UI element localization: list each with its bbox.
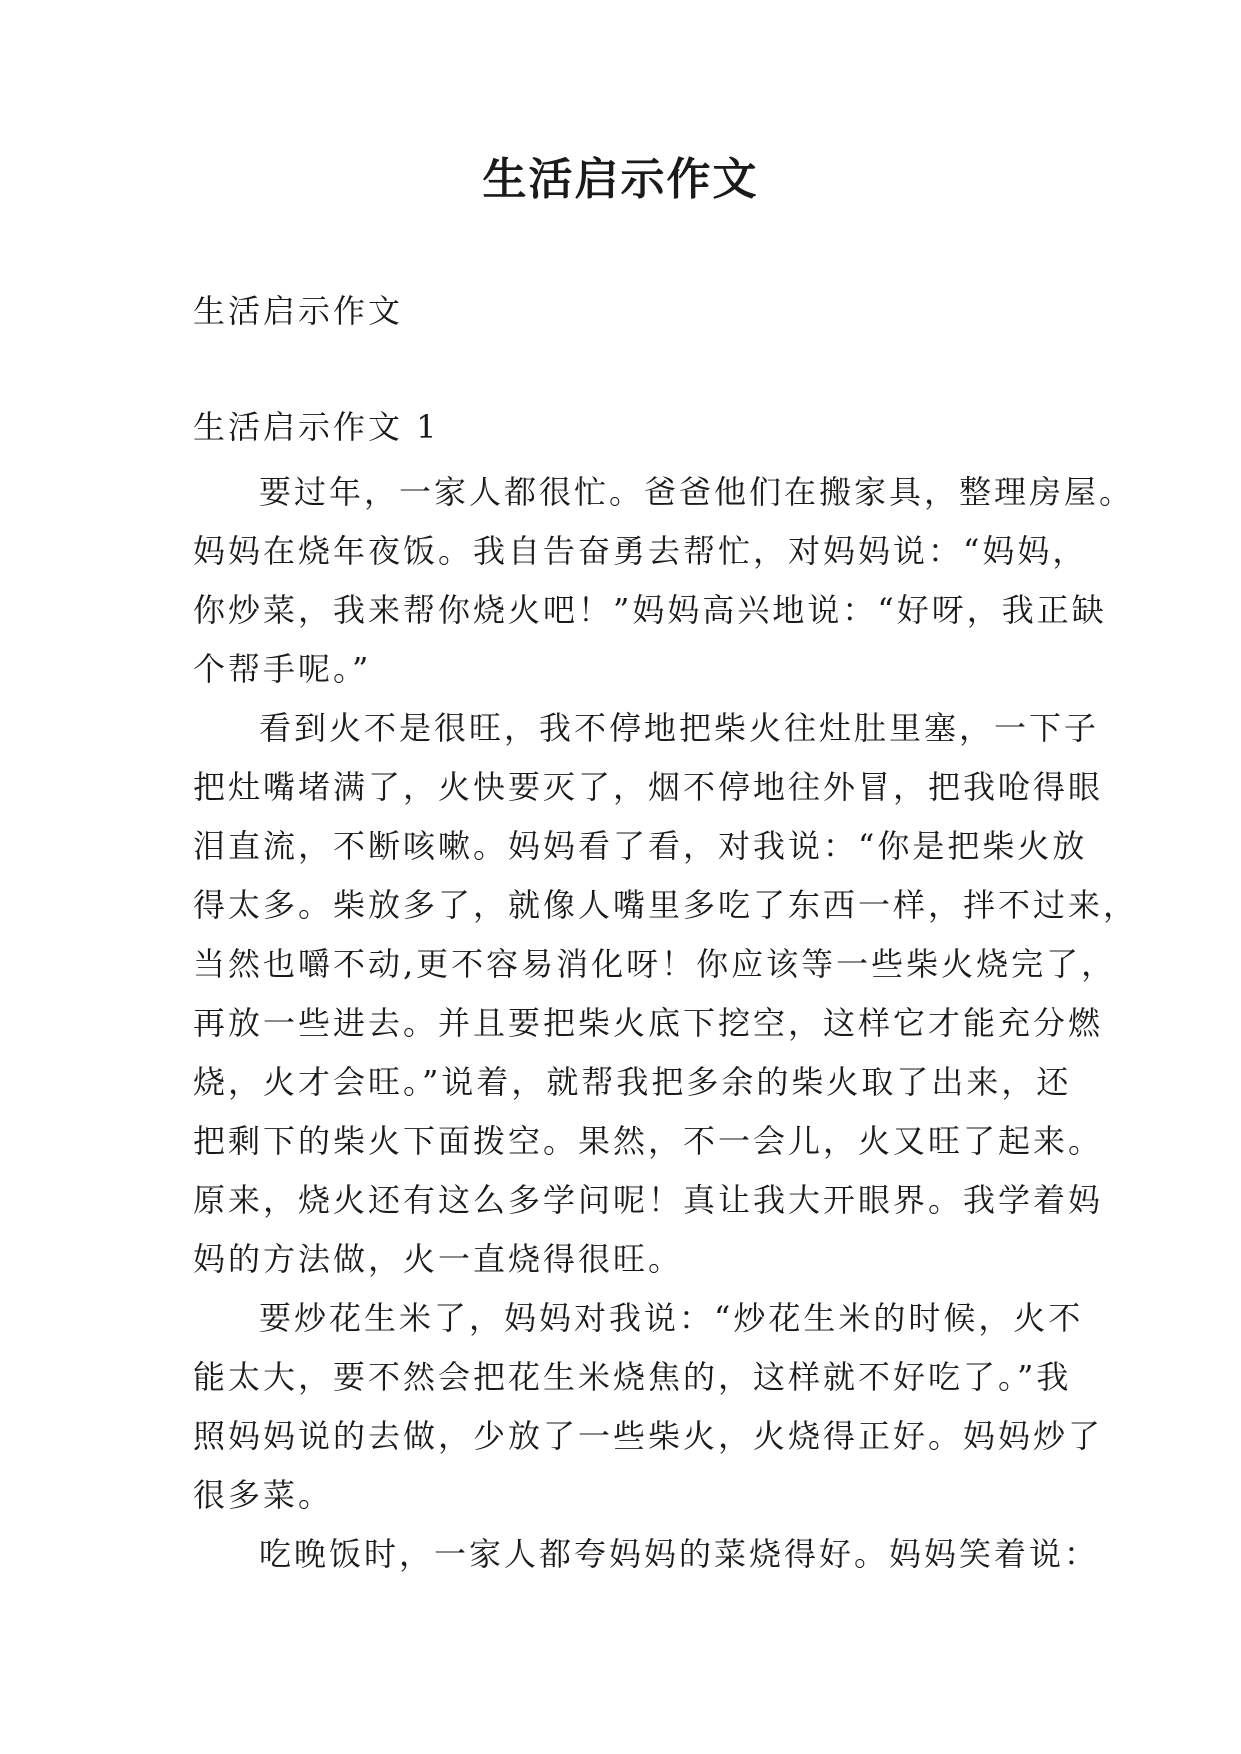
text-line: 要炒花生米了，妈妈对我说：“炒花生米的时候，火不 bbox=[259, 1299, 1084, 1337]
paragraph-1 bbox=[193, 463, 1135, 699]
text-line: 妈妈在烧年夜饭。我自告奋勇去帮忙，对妈妈说：“妈妈， bbox=[193, 532, 1088, 570]
text-line: 妈的方法做，火一直烧得很旺。 bbox=[193, 1240, 684, 1278]
text-line: 看到火不是很旺，我不停地把柴火往灶肚里塞，一下子 bbox=[259, 709, 1100, 747]
text-line: 吃晚饭时，一家人都夸妈妈的菜烧得好。妈妈笑着说： bbox=[259, 1535, 1100, 1573]
text-line: 很多菜。 bbox=[193, 1476, 334, 1514]
text-line: 原来，烧火还有这么多学问呢！真让我大开眼界。我学着妈 bbox=[193, 1181, 1104, 1219]
document-content bbox=[193, 291, 1139, 1584]
text-line: 能太大，要不然会把花生米烧焦的，这样就不好吃了。”我 bbox=[193, 1358, 1072, 1396]
text-line: 再放一些进去。并且要把柴火底下挖空，这样它才能充分燃 bbox=[193, 1004, 1104, 1042]
section-heading: 生活启示作文 1 bbox=[193, 408, 440, 446]
text-line: 烧，火才会旺。”说着，就帮我把多余的柴火取了出来，还 bbox=[193, 1063, 1072, 1101]
text-line: 得太多。柴放多了，就像人嘴里多吃了东西一样，拌不过来， bbox=[193, 886, 1139, 924]
text-line: 照妈妈说的去做，少放了一些柴火，火烧得正好。妈妈炒了 bbox=[193, 1417, 1104, 1455]
text-line: 个帮手呢。” bbox=[193, 650, 372, 688]
document-title: 生活启示作文 bbox=[482, 154, 759, 205]
text-line: 把灶嘴堵满了，火快要灭了，烟不停地往外冒，把我呛得眼 bbox=[193, 768, 1104, 806]
document-subtitle: 生活启示作文 bbox=[193, 292, 404, 330]
text-line: 你炒菜，我来帮你烧火吧！”妈妈高兴地说：“好呀，我正缺 bbox=[193, 591, 1107, 629]
essay-body bbox=[193, 463, 1139, 1584]
paragraph-3 bbox=[193, 1289, 1104, 1525]
text-line: 要过年，一家人都很忙。爸爸他们在搬家具，整理房屋。 bbox=[259, 473, 1135, 511]
paragraph-2 bbox=[193, 699, 1139, 1289]
text-line: 把剩下的柴火下面拨空。果然，不一会儿，火又旺了起来。 bbox=[193, 1122, 1104, 1160]
text-line: 泪直流，不断咳嗽。妈妈看了看，对我说：“你是把柴火放 bbox=[193, 827, 1088, 865]
paragraph-4 bbox=[193, 1525, 1100, 1584]
text-line: 当然也嚼不动,更不容易消化呀！你应该等一些柴火烧完了， bbox=[193, 945, 1117, 983]
